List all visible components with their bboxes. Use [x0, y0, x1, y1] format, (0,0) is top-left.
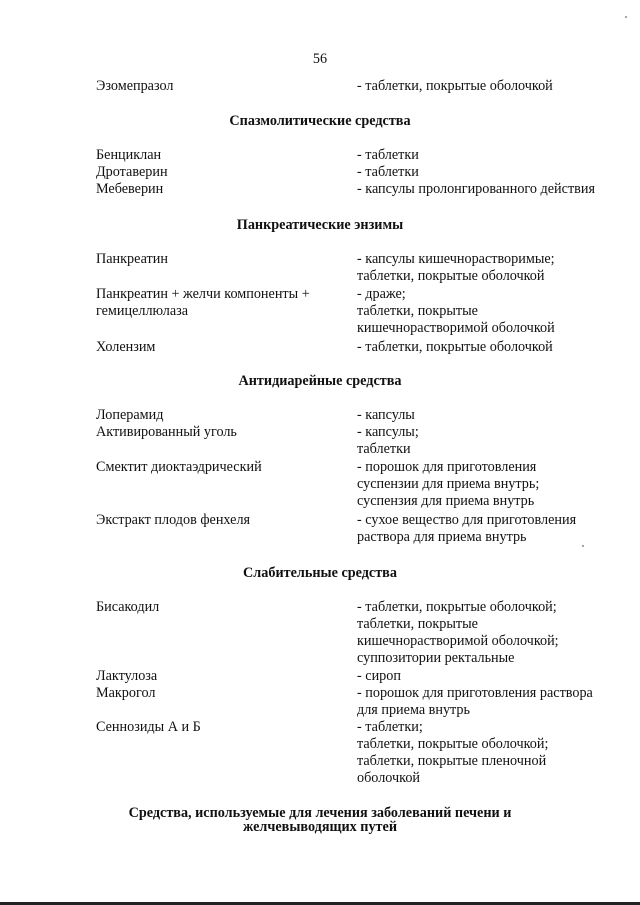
form-line: суппозитории ректальные [357, 650, 515, 666]
form-line: кишечнорастворимой оболочкой; [357, 633, 559, 649]
section-heading-antidiarrheal: Антидиарейные средства [238, 373, 402, 389]
form-line: - порошок для приготовления раствора [357, 685, 593, 701]
drug-form-sennosides [357, 719, 622, 787]
drug-form-pancreatin-combo [357, 286, 622, 337]
drug-form-pancreatin [357, 251, 622, 285]
drug-name-esomeprazole: Эзомепразол [96, 78, 174, 94]
drug-form-lactulose [357, 668, 622, 685]
form-line: - капсулы кишечнорастворимые; [357, 251, 555, 267]
drug-name-loperamide: Лоперамид [96, 407, 164, 423]
form-line: - таблетки [357, 147, 419, 163]
form-line: таблетки, покрытые [357, 616, 478, 632]
drug-name-line: Панкреатин + желчи компоненты + [96, 286, 310, 302]
form-line: - капсулы; [357, 424, 419, 440]
form-line: суспензия для приема внутрь [357, 493, 535, 509]
drug-name-fennel-extract: Экстракт плодов фенхеля [96, 512, 251, 528]
form-line: кишечнорастворимой оболочкой [357, 320, 555, 336]
form-line: - капсулы пролонгированного действия [357, 181, 595, 197]
form-line: - капсулы [357, 407, 415, 423]
section-heading-liver [80, 806, 560, 834]
drug-name-sennosides: Сеннозиды А и Б [96, 719, 201, 735]
drug-name-activated-charcoal: Активированный уголь [96, 424, 237, 440]
drug-name-lactulose: Лактулоза [96, 668, 158, 684]
form-line: - таблетки; [357, 719, 423, 735]
drug-form-bencyclane [357, 147, 622, 164]
drug-form-mebeverine [357, 181, 622, 198]
form-line: - таблетки, покрытые оболочкой; [357, 599, 557, 615]
drug-name-pancreatin: Панкреатин [96, 251, 168, 267]
scan-speck [582, 545, 584, 547]
drug-name-macrogol: Макрогол [96, 685, 156, 701]
form-line: таблетки, покрытые оболочкой [357, 268, 545, 284]
form-line: - таблетки [357, 164, 419, 180]
drug-form-bisacodyl [357, 599, 622, 667]
form-line: суспензии для приема внутрь; [357, 476, 540, 492]
form-line: - таблетки, покрытые оболочкой [357, 339, 553, 355]
form-line: таблетки, покрытые [357, 303, 478, 319]
drug-name-cholenzym: Холензим [96, 339, 156, 355]
form-line: - драже; [357, 286, 406, 302]
drug-name-bisacodyl: Бисакодил [96, 599, 160, 615]
form-line: - сироп [357, 668, 401, 684]
form-line: для приема внутрь [357, 702, 470, 718]
form-line: - сухое вещество для приготовления [357, 512, 577, 528]
drug-form-macrogol [357, 685, 622, 719]
form-line: - порошок для приготовления [357, 459, 537, 475]
drug-form-cholenzym [357, 339, 622, 356]
drug-form-drotaverine [357, 164, 622, 181]
form-line: таблетки [357, 441, 411, 457]
drug-form-activated-charcoal [357, 424, 622, 458]
section-heading-laxatives: Слабительные средства [243, 565, 397, 581]
drug-name-mebeverine: Мебеверин [96, 181, 164, 197]
drug-form-fennel-extract [357, 512, 622, 546]
drug-name-bencyclane: Бенциклан [96, 147, 162, 163]
drug-name-smectite: Смектит диоктаэдрический [96, 459, 262, 475]
form-line: - таблетки, покрытые оболочкой [357, 78, 553, 94]
drug-form-smectite [357, 459, 622, 510]
form-line: таблетки, покрытые пленочной [357, 753, 547, 769]
drug-name-drotaverine: Дротаверин [96, 164, 168, 180]
section-heading-antispasmodic: Спазмолитические средства [229, 113, 411, 129]
drug-name-line: гемицеллюлаза [96, 303, 189, 319]
form-line: раствора для приема внутрь [357, 529, 527, 545]
form-line: таблетки, покрытые оболочкой; [357, 736, 549, 752]
form-line: оболочкой [357, 770, 421, 786]
drug-name-pancreatin-combo [96, 286, 346, 320]
drug-form-esomeprazole [357, 78, 622, 95]
heading-line: желчевыводящих путей [243, 819, 397, 835]
scan-speck [625, 16, 627, 18]
section-heading-enzymes: Панкреатические энзимы [236, 217, 404, 233]
drug-form-loperamide [357, 407, 622, 424]
heading-line: Средства, используемые для лечения заболеваний печени и [128, 805, 512, 821]
page-number: 56 [312, 51, 328, 67]
